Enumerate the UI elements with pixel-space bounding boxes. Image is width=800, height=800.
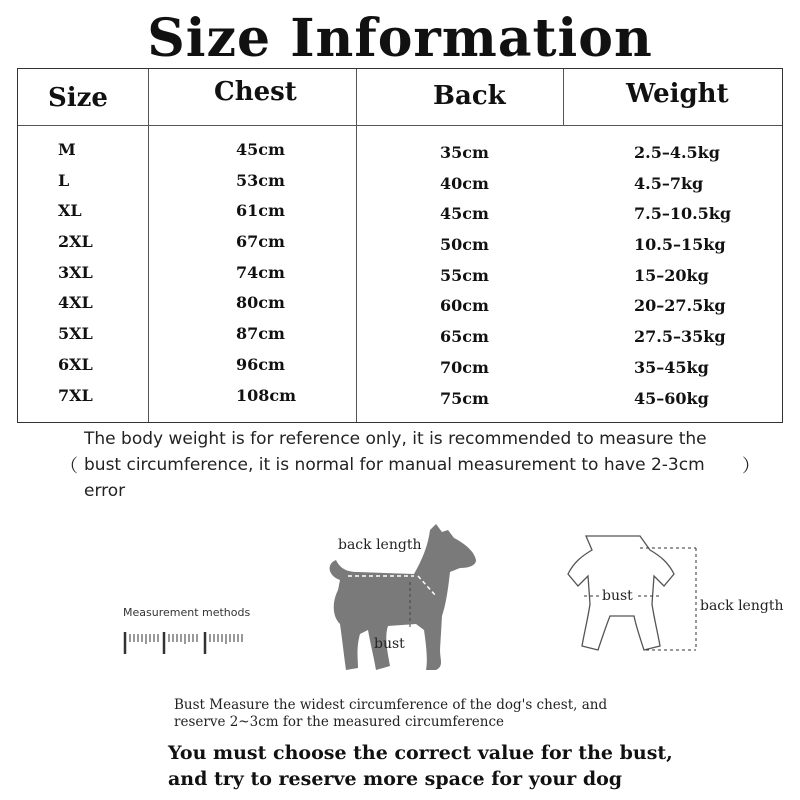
column-divider [356,69,357,422]
chest-cell: 53cm [236,170,285,190]
chest-cell: 108cm [236,385,297,405]
weight-cell: 35–45kg [634,357,709,377]
back-cell: 55cm [440,265,489,285]
size-cell: 6XL [58,354,93,374]
chest-cell: 87cm [236,324,285,344]
size-cell: 2XL [58,232,93,252]
weight-column [634,138,731,414]
chest-cell: 80cm [236,293,285,313]
back-cell: 70cm [440,357,489,377]
chest-column [236,135,296,411]
bust-instructions [174,697,634,731]
close-paren: ） [742,456,760,477]
measurement-methods-label: Measurement methods [123,606,251,619]
shirt-measurement-diagram [550,528,790,678]
size-table [17,68,783,423]
header-back: Back [433,81,506,111]
size-cell: XL [58,201,82,221]
note-line: error [84,481,126,501]
chest-cell: 96cm [236,354,285,374]
note-line: bust circumference, it is normal for manual measurement to have 2-3cm [84,455,705,475]
back-cell: 40cm [440,173,489,193]
shirt-bust-label: bust [602,588,633,604]
bust-line: Bust Measure the widest circumference of the dog's chest, and [174,697,608,713]
back-cell: 65cm [440,327,489,347]
column-divider [563,69,564,125]
weight-cell: 2.5–4.5kg [634,143,720,162]
weight-cell: 15–20kg [634,265,709,285]
dog-measurement-diagram [318,520,498,680]
weight-cell: 10.5–15kg [634,235,726,255]
open-paren: （ [60,456,78,477]
back-cell: 75cm [440,388,489,408]
size-cell: M [58,140,76,159]
back-column [440,138,489,414]
dog-back-length-label: back length [338,537,422,553]
dog-bust-label: bust [374,636,405,652]
advice-line: You must choose the correct value for the bust, [168,742,673,764]
shirt-back-length-label: back length [700,598,784,614]
note-line: The body weight is for reference only, it is recommended to measure the [84,429,707,449]
back-cell: 35cm [440,143,489,162]
chest-cell: 67cm [236,232,285,252]
size-cell: L [58,170,70,190]
size-cell: 4XL [58,293,93,313]
weight-cell: 4.5–7kg [634,173,704,193]
chest-cell: 74cm [236,262,285,282]
weight-cell: 20–27.5kg [634,296,726,316]
page-title: Size Information [147,8,653,69]
bust-line: reserve 2~3cm for the measured circumference [174,714,505,730]
size-cell: 3XL [58,262,93,282]
back-cell: 50cm [440,235,489,255]
size-cell: 5XL [58,324,93,344]
header-weight: Weight [626,79,729,109]
back-cell: 60cm [440,296,489,316]
header-divider [18,125,782,126]
chest-cell: 61cm [236,201,285,221]
back-cell: 45cm [440,204,489,224]
header-size: Size [48,83,108,113]
size-cell: 7XL [58,385,93,405]
weight-cell: 7.5–10.5kg [634,204,732,224]
weight-cell: 45–60kg [634,388,709,408]
weight-cell: 27.5–35kg [634,327,726,347]
size-column [58,135,93,411]
tape-measure-icon [122,624,252,660]
column-divider [148,69,149,422]
reference-note [84,426,764,504]
header-chest: Chest [214,77,297,107]
chest-cell: 45cm [236,140,285,159]
advice-line: and try to reserve more space for your dog [168,768,623,790]
bust-advice [168,740,788,792]
